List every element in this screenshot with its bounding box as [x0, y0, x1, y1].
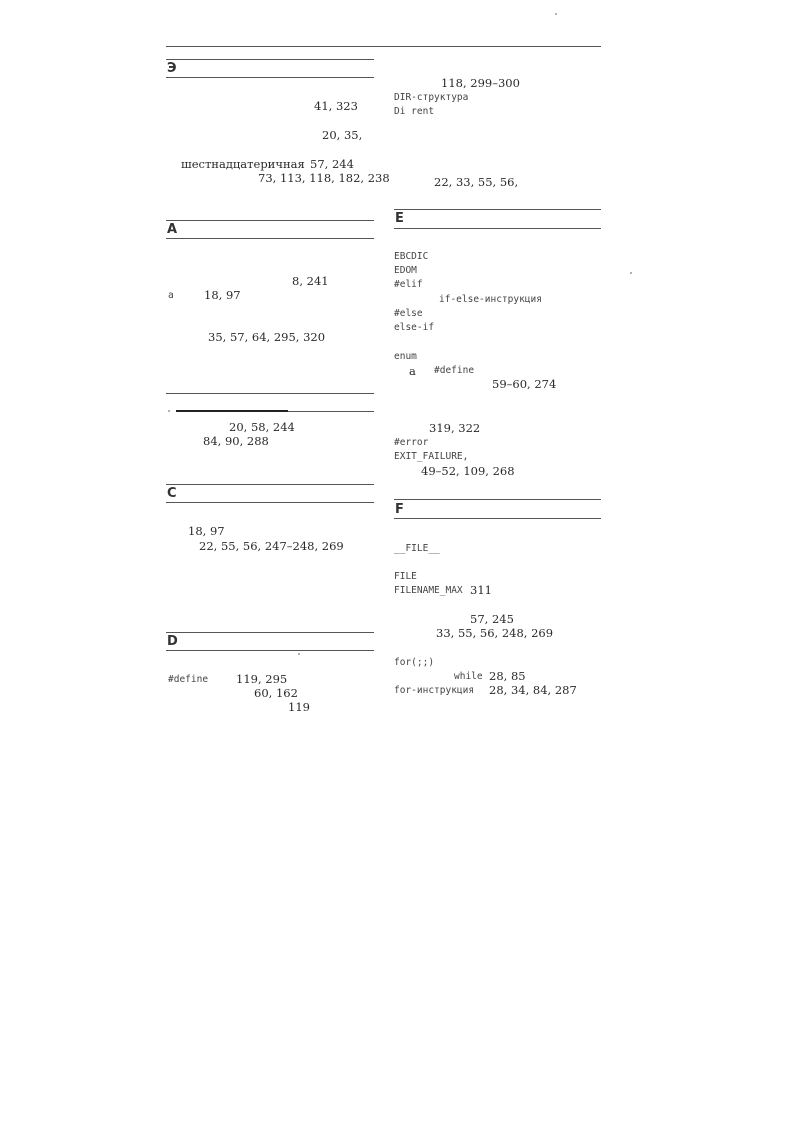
index-term-code: enum — [394, 351, 417, 362]
index-term-code: for(;;) — [394, 657, 435, 668]
section-letter-a: A — [167, 222, 178, 237]
index-term-code: Di rent — [394, 106, 435, 117]
index-term-code: EDOM — [394, 265, 417, 276]
index-pages: 20, 58, 244 — [229, 420, 295, 434]
section-rule-bottom — [166, 502, 374, 503]
index-term-code: EBCDIC — [394, 251, 429, 262]
index-term-code: EXIT_FAILURE, — [394, 451, 469, 462]
scan-speck — [555, 13, 557, 15]
index-pages: 41, 323 — [314, 99, 358, 113]
section-rule-bottom — [166, 650, 374, 651]
index-term-code: #error — [394, 437, 429, 448]
index-pages: 57, 244 — [310, 157, 354, 171]
section-rule-bottom — [176, 410, 288, 412]
section-letter-e-cyr: Э — [167, 61, 177, 76]
section-letter-d: D — [167, 634, 178, 649]
index-term-code: else-if — [394, 322, 435, 333]
index-pages: 59–60, 274 — [492, 377, 557, 391]
index-term-code: a — [168, 290, 174, 301]
index-pages: 311 — [470, 583, 492, 597]
index-term-code: FILENAME_MAX — [394, 585, 463, 596]
section-rule-bottom — [394, 228, 601, 229]
index-pages: 28, 85 — [489, 669, 526, 683]
index-pages: 49–52, 109, 268 — [421, 464, 515, 478]
section-letter-f: F — [395, 502, 404, 517]
index-pages: 319, 322 — [429, 421, 481, 435]
index-pages: 33, 55, 56, 248, 269 — [436, 626, 554, 640]
index-term: шестнадцатеричная — [181, 157, 305, 171]
index-pages: 60, 162 — [254, 686, 298, 700]
index-pages: 22, 55, 56, 247–248, 269 — [199, 539, 344, 553]
index-pages: 118, 299–300 — [441, 76, 520, 90]
index-pages: 73, 113, 118, 182, 238 — [258, 171, 390, 185]
index-pages: 8, 241 — [292, 274, 329, 288]
page-top-rule — [166, 46, 601, 47]
section-rule-top — [166, 59, 374, 60]
index-term-code: if-else-инструкция — [439, 294, 542, 305]
scan-speck — [168, 410, 170, 412]
index-pages: 57, 245 — [470, 612, 514, 626]
index-pages: 22, 33, 55, 56, — [434, 175, 519, 189]
index-pages: 84, 90, 288 — [203, 434, 269, 448]
index-term-code: while — [454, 671, 483, 682]
section-rule-top — [166, 393, 374, 394]
section-rule-top — [394, 499, 601, 500]
section-rule-bottom-ext — [288, 411, 374, 412]
index-term-code: #define — [168, 674, 209, 685]
section-rule-bottom — [166, 77, 374, 78]
index-term-code: for-инструкция — [394, 685, 475, 696]
index-pages: 20, 35, — [322, 128, 363, 142]
section-rule-top — [166, 484, 374, 485]
section-letter-c: C — [167, 486, 177, 501]
section-letter-e: E — [395, 211, 404, 226]
index-term-code: FILE — [394, 571, 417, 582]
index-term-code: #elif — [394, 279, 423, 290]
index-term-code: #define — [434, 365, 475, 376]
scan-speck — [630, 272, 632, 274]
index-pages: 18, 97 — [204, 288, 241, 302]
section-rule-top — [394, 209, 601, 210]
index-pages: 119 — [288, 700, 310, 714]
index-pages: 18, 97 — [188, 524, 225, 538]
section-rule-top — [166, 220, 374, 221]
section-rule-bottom — [394, 518, 601, 519]
section-rule-bottom — [166, 238, 374, 239]
scan-speck — [298, 653, 300, 655]
index-term-code: #else — [394, 308, 423, 319]
index-pages: 35, 57, 64, 295, 320 — [208, 330, 326, 344]
index-pages: 28, 34, 84, 287 — [489, 683, 577, 697]
index-term-code: __FILE__ — [394, 543, 440, 554]
section-rule-top — [166, 632, 374, 633]
index-term-code: DIR-структура — [394, 92, 469, 103]
index-term: а — [409, 364, 416, 378]
index-pages: 119, 295 — [236, 672, 288, 686]
